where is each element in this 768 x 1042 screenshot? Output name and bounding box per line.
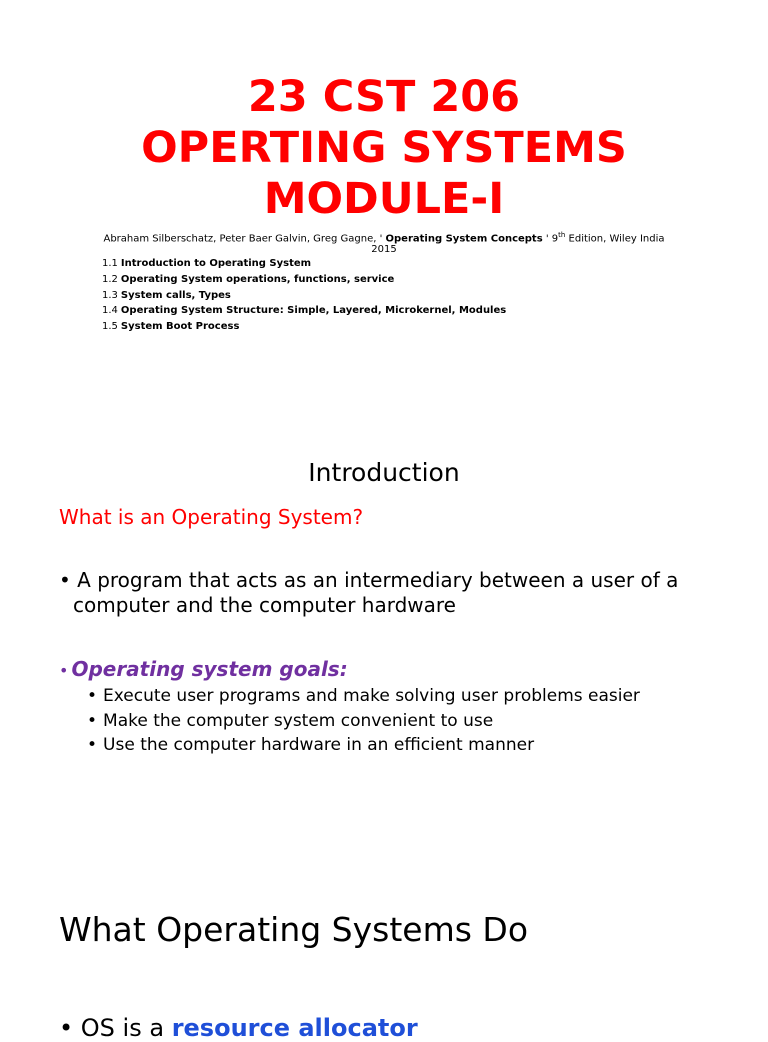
goals-list — [87, 684, 640, 758]
topic-number: 1.5 — [102, 321, 118, 333]
resource-allocator-prefix: • OS is a — [59, 1014, 172, 1042]
goals-bullet-dot: • — [59, 661, 69, 680]
reference-tail: Edition, Wiley India 2015 — [371, 233, 665, 256]
what-os-do-slide — [0, 850, 768, 1042]
topic-title: Operating System Structure: Simple, Layered, Microkernel, Modules — [120, 305, 507, 317]
goal-item: • Use the computer hardware in an efficient manner — [87, 733, 640, 758]
topic-number: 1.3 — [102, 289, 118, 301]
title-slide — [0, 0, 768, 410]
goals-label: Operating system goals: — [71, 657, 348, 681]
topic-number: 1.2 — [102, 273, 118, 285]
topic-item — [102, 272, 506, 288]
topic-title: Operating System operations, functions, service — [120, 273, 395, 285]
what-os-do-heading: What Operating Systems Do — [59, 910, 529, 949]
resource-allocator-term: resource allocator — [171, 1014, 418, 1042]
topic-item — [102, 319, 506, 335]
slide-title — [0, 72, 768, 225]
reference-book-title: Operating System Concepts — [385, 233, 543, 245]
topic-list — [102, 256, 506, 335]
topic-title: System calls, Types — [120, 289, 231, 301]
definition-bullet: • A program that acts as an intermediary between a user of a computer and the computer hardware — [59, 568, 679, 617]
reference-after-book: ' 9 — [545, 233, 559, 245]
topic-number: 1.4 — [102, 305, 118, 317]
title-line-subject: OPERTING SYSTEMS — [141, 123, 627, 173]
topic-item — [102, 256, 506, 272]
topic-title: Introduction to Operating System — [120, 258, 312, 269]
reference-edition-sup: th — [558, 231, 566, 239]
resource-allocator-bullet — [59, 1014, 418, 1042]
goal-item: • Make the computer system convenient to use — [87, 709, 640, 734]
topic-number: 1.1 — [102, 258, 118, 269]
introduction-heading: Introduction — [308, 458, 460, 487]
reference-authors: Abraham Silberschatz, Peter Baer Galvin, Greg Gagne, ' — [103, 233, 383, 245]
topic-item — [102, 288, 506, 304]
textbook-reference — [100, 230, 668, 255]
topic-title: System Boot Process — [120, 321, 240, 333]
goal-item: • Execute user programs and make solving user problems easier — [87, 684, 640, 709]
title-line-module: MODULE-I — [263, 174, 505, 224]
introduction-slide — [0, 410, 768, 850]
title-line-course-code: 23 CST 206 — [247, 72, 521, 122]
goals-bullet — [59, 656, 348, 684]
question-heading: What is an Operating System? — [59, 505, 364, 529]
topic-item — [102, 303, 506, 319]
